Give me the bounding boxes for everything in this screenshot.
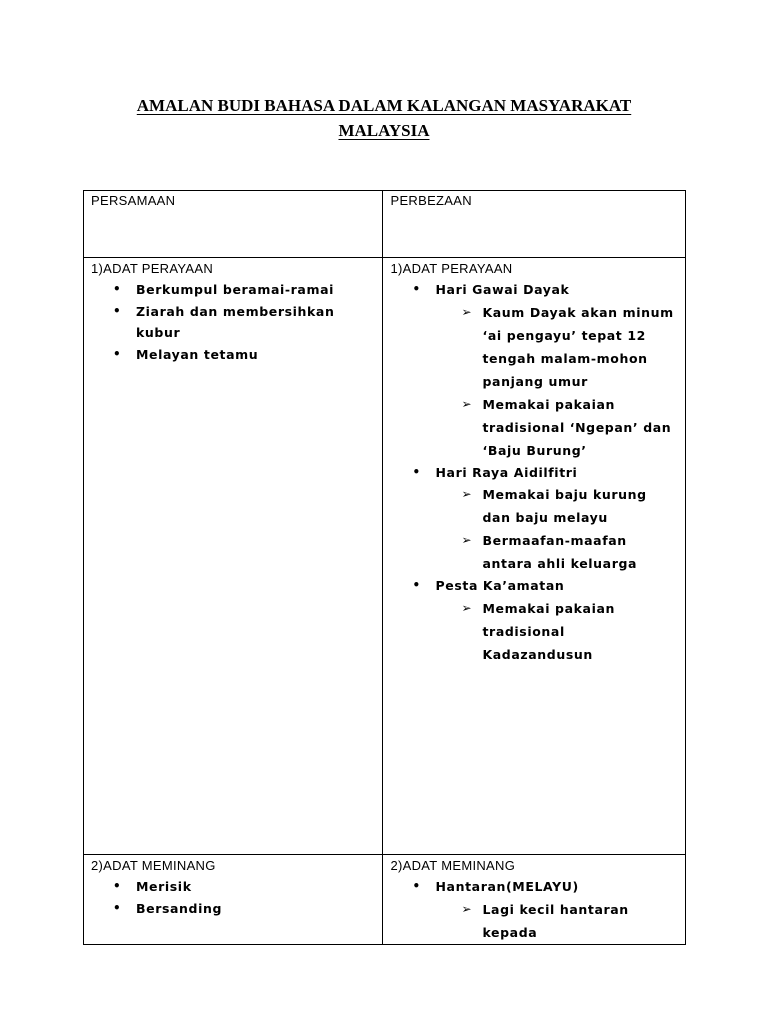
bullet-icon: • (412, 464, 421, 479)
sub-list-item (435, 393, 679, 462)
list-item-text: Bermaafan-maafan antara ahli keluarga (482, 533, 638, 571)
section-heading: 2)ADAT MEMINANG (390, 858, 516, 873)
sub-list-item (435, 301, 679, 393)
list-item-text: Memakai pakaian tradisional Kadazandusun (482, 600, 615, 662)
list-item (91, 344, 376, 366)
list-item-text: Merisik (136, 879, 192, 894)
list-item (390, 462, 679, 576)
arrow-bullet-icon: ➢ (461, 304, 473, 319)
list-item-text: Hari Gawai Dayak (435, 282, 570, 297)
bullet-list (91, 279, 376, 365)
table-row-adat-perayaan (84, 258, 686, 855)
arrow-bullet-icon: ➢ (461, 396, 473, 411)
section-heading: 2)ADAT MEMINANG (91, 858, 216, 873)
list-item-text: Memakai pakaian tradisional ‘Ngepan’ dan ‘Baju Burung’ (482, 396, 672, 458)
bullet-icon: • (113, 346, 122, 361)
list-item (390, 279, 679, 462)
header-perbezaan: PERBEZAAN (390, 193, 472, 208)
bullet-icon: • (412, 282, 421, 296)
page-title-line-1: AMALAN BUDI BAHASA DALAM KALANGAN MASYARAKAT (136, 96, 632, 115)
bullet-icon: • (113, 303, 122, 318)
table-header-row (84, 191, 686, 258)
list-item (91, 898, 376, 920)
cell-persamaan-meminang (84, 855, 383, 945)
list-item (91, 301, 376, 344)
bullet-list (390, 279, 679, 666)
list-item (390, 876, 679, 944)
list-item-text: Hari Raya Aidilfitri (435, 464, 578, 480)
list-item (390, 575, 679, 666)
arrow-bullet-icon: ➢ (461, 487, 473, 501)
arrow-bullet-icon: ➢ (461, 600, 473, 615)
sub-list (435, 898, 679, 944)
header-cell-perbezaan (383, 191, 686, 258)
arrow-bullet-icon: ➢ (461, 901, 473, 916)
bullet-list (390, 876, 679, 944)
bullet-icon: • (113, 879, 122, 893)
sub-list-item (435, 529, 679, 575)
page-title-line-2: MALAYSIA (338, 121, 430, 140)
cell-perbezaan-meminang (383, 855, 686, 945)
list-item-text: Hantaran(MELAYU) (435, 879, 579, 894)
list-item-text: Berkumpul beramai-ramai (136, 282, 334, 297)
header-persamaan: PERSAMAAN (91, 193, 176, 208)
header-cell-persamaan (84, 191, 383, 258)
list-item (91, 279, 376, 301)
cell-persamaan-perayaan (84, 258, 383, 855)
bullet-icon: • (113, 900, 122, 915)
list-item-text: Kaum Dayak akan minum ‘ai pengayu’ tepat 12 tengah malam-mohon panjang umur (482, 304, 674, 389)
list-item-text: Memakai baju kurung dan baju melayu (482, 487, 647, 525)
bullet-icon: • (113, 282, 122, 296)
sub-list-item (435, 483, 679, 529)
list-item-text: Melayan tetamu (136, 346, 259, 362)
list-item-text: Lagi kecil hantaran kepada (482, 901, 629, 940)
list-item-text: Bersanding (136, 900, 223, 916)
sub-list (435, 483, 679, 575)
sub-list (435, 301, 679, 462)
list-item-text: Ziarah dan membersihkan kubur (136, 303, 335, 340)
table-row-adat-meminang (84, 855, 686, 945)
bullet-icon: • (412, 879, 421, 893)
list-item (91, 876, 376, 898)
section-heading: 1)ADAT PERAYAAN (390, 261, 513, 276)
sub-list-item (435, 898, 679, 944)
cell-perbezaan-perayaan (383, 258, 686, 855)
sub-list (435, 597, 679, 666)
bullet-icon: • (412, 578, 421, 592)
bullet-list (91, 876, 376, 919)
page-title (0, 93, 768, 143)
section-heading: 1)ADAT PERAYAAN (91, 261, 214, 276)
comparison-table (83, 190, 686, 945)
list-item-text: Pesta Ka’amatan (435, 578, 565, 593)
sub-list-item (435, 597, 679, 666)
arrow-bullet-icon: ➢ (461, 533, 473, 547)
